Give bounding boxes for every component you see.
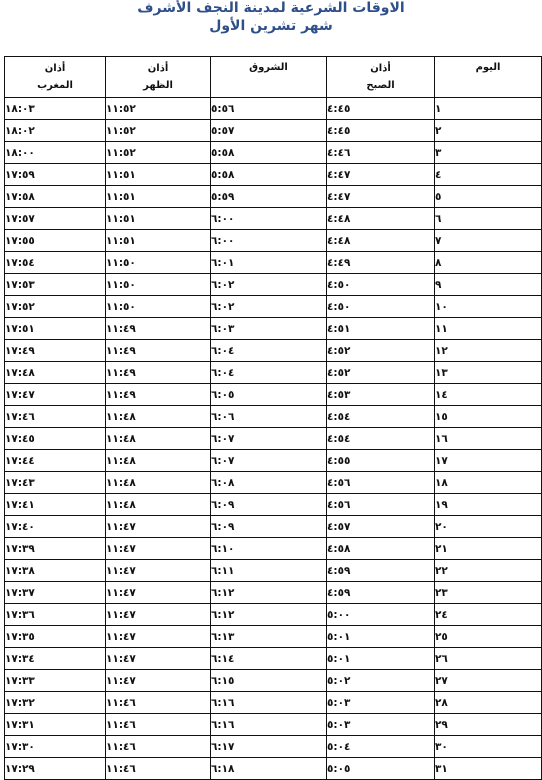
- page-subtitle: شهر تشرين الأول: [209, 18, 333, 34]
- cell-sunrise: ٦:١١: [211, 560, 327, 582]
- cell-dhuhr: ١١:٤٧: [106, 626, 211, 648]
- cell-maghrib: ١٧:٤٦: [5, 406, 106, 428]
- cell-sunrise: ٦:٠٩: [211, 516, 327, 538]
- cell-dhuhr: ١١:٤٨: [106, 406, 211, 428]
- table-row: [5, 538, 542, 560]
- table-row: [5, 274, 542, 296]
- cell-sunrise: ٦:٠٥: [211, 384, 327, 406]
- cell-maghrib: ١٧:٣٦: [5, 604, 106, 626]
- cell-day: ١٣: [435, 362, 542, 384]
- table-row: [5, 582, 542, 604]
- cell-dhuhr: ١١:٤٩: [106, 318, 211, 340]
- cell-dhuhr: ١١:٤٧: [106, 582, 211, 604]
- cell-maghrib: ١٧:٣٥: [5, 626, 106, 648]
- cell-day: ٢٦: [435, 648, 542, 670]
- cell-sunrise: ٦:٠٢: [211, 296, 327, 318]
- cell-day: ٢٨: [435, 692, 542, 714]
- cell-maghrib: ١٨:٠٠: [5, 142, 106, 164]
- cell-sunrise: ٦:١٢: [211, 604, 327, 626]
- cell-dhuhr: ١١:٤٧: [106, 648, 211, 670]
- prayer-times-table: [4, 56, 542, 780]
- cell-sunrise: ٥:٥٦: [211, 98, 327, 120]
- cell-maghrib: ١٧:٣٠: [5, 736, 106, 758]
- cell-day: ٢٤: [435, 604, 542, 626]
- cell-fajr: ٤:٤٨: [327, 230, 435, 252]
- cell-fajr: ٥:٠٢: [327, 670, 435, 692]
- cell-maghrib: ١٧:٤٥: [5, 428, 106, 450]
- header-fajr-bottom: الصبح: [366, 80, 395, 91]
- cell-sunrise: ٦:٠٨: [211, 472, 327, 494]
- cell-day: ٢٩: [435, 714, 542, 736]
- cell-fajr: ٥:٠٤: [327, 736, 435, 758]
- cell-fajr: ٤:٤٨: [327, 208, 435, 230]
- cell-maghrib: ١٧:٢٩: [5, 758, 106, 780]
- cell-dhuhr: ١١:٥٠: [106, 252, 211, 274]
- header-fajr: [327, 57, 435, 98]
- cell-fajr: ٤:٥٦: [327, 494, 435, 516]
- cell-maghrib: ١٧:٤٧: [5, 384, 106, 406]
- cell-fajr: ٤:٥٣: [327, 384, 435, 406]
- cell-dhuhr: ١١:٤٧: [106, 560, 211, 582]
- cell-maghrib: ١٧:٥٨: [5, 186, 106, 208]
- cell-sunrise: ٦:١٥: [211, 670, 327, 692]
- cell-sunrise: ٥:٥٩: [211, 186, 327, 208]
- cell-maghrib: ١٧:٤٩: [5, 340, 106, 362]
- cell-sunrise: ٦:٠٦: [211, 406, 327, 428]
- table-row: [5, 164, 542, 186]
- cell-fajr: ٤:٥٩: [327, 560, 435, 582]
- cell-sunrise: ٦:٠٣: [211, 318, 327, 340]
- cell-day: ٢٧: [435, 670, 542, 692]
- cell-maghrib: ١٨:٠٣: [5, 98, 106, 120]
- cell-dhuhr: ١١:٤٩: [106, 340, 211, 362]
- table-row: [5, 296, 542, 318]
- cell-fajr: ٤:٥٠: [327, 274, 435, 296]
- cell-maghrib: ١٧:٥٤: [5, 252, 106, 274]
- cell-fajr: ٤:٤٥: [327, 98, 435, 120]
- cell-day: ٢١: [435, 538, 542, 560]
- table-row: [5, 736, 542, 758]
- cell-fajr: ٤:٥٧: [327, 516, 435, 538]
- table-row: [5, 142, 542, 164]
- cell-maghrib: ١٧:٣٨: [5, 560, 106, 582]
- table-row: [5, 208, 542, 230]
- table-row: [5, 230, 542, 252]
- table-row: [5, 714, 542, 736]
- header-maghrib-top: أذان: [44, 63, 66, 74]
- cell-day: ٢٢: [435, 560, 542, 582]
- cell-day: ٣: [435, 142, 542, 164]
- cell-sunrise: ٦:٠٧: [211, 450, 327, 472]
- cell-day: ٧: [435, 230, 542, 252]
- cell-fajr: ٤:٥١: [327, 318, 435, 340]
- table-row: [5, 186, 542, 208]
- cell-fajr: ٤:٤٥: [327, 120, 435, 142]
- table-row: [5, 560, 542, 582]
- cell-day: ١: [435, 98, 542, 120]
- cell-dhuhr: ١١:٤٦: [106, 758, 211, 780]
- header-dhuhr-top: أذان: [147, 63, 169, 74]
- cell-sunrise: ٦:٠٠: [211, 230, 327, 252]
- cell-sunrise: ٦:١٨: [211, 758, 327, 780]
- cell-sunrise: ٥:٥٧: [211, 120, 327, 142]
- table-row: [5, 362, 542, 384]
- cell-fajr: ٥:٠٣: [327, 714, 435, 736]
- cell-day: ٥: [435, 186, 542, 208]
- cell-day: ٤: [435, 164, 542, 186]
- cell-maghrib: ١٧:٣٤: [5, 648, 106, 670]
- cell-maghrib: ١٧:٥٧: [5, 208, 106, 230]
- cell-dhuhr: ١١:٥٢: [106, 142, 211, 164]
- cell-maghrib: ١٧:٥٣: [5, 274, 106, 296]
- cell-fajr: ٥:٠٥: [327, 758, 435, 780]
- cell-sunrise: ٦:١٦: [211, 714, 327, 736]
- cell-dhuhr: ١١:٤٨: [106, 450, 211, 472]
- cell-maghrib: ١٧:٥٢: [5, 296, 106, 318]
- table-row: [5, 252, 542, 274]
- table-row: [5, 604, 542, 626]
- cell-fajr: ٤:٥٤: [327, 428, 435, 450]
- cell-maghrib: ١٧:٥٥: [5, 230, 106, 252]
- cell-day: ١٦: [435, 428, 542, 450]
- cell-day: ١٩: [435, 494, 542, 516]
- cell-dhuhr: ١١:٤٧: [106, 538, 211, 560]
- cell-dhuhr: ١١:٥١: [106, 186, 211, 208]
- cell-maghrib: ١٧:٣٢: [5, 692, 106, 714]
- cell-sunrise: ٦:١٢: [211, 582, 327, 604]
- table-row: [5, 516, 542, 538]
- cell-dhuhr: ١١:٥١: [106, 164, 211, 186]
- cell-dhuhr: ١١:٤٧: [106, 516, 211, 538]
- cell-dhuhr: ١١:٤٨: [106, 428, 211, 450]
- cell-sunrise: ٦:٠٤: [211, 362, 327, 384]
- table-row: [5, 318, 542, 340]
- cell-day: ٢: [435, 120, 542, 142]
- cell-sunrise: ٦:١٦: [211, 692, 327, 714]
- header-dhuhr: [106, 57, 211, 98]
- table-row: [5, 340, 542, 362]
- cell-day: ١٠: [435, 296, 542, 318]
- table-row: [5, 98, 542, 120]
- table-row: [5, 428, 542, 450]
- cell-day: ١٤: [435, 384, 542, 406]
- cell-sunrise: ٦:١٠: [211, 538, 327, 560]
- cell-fajr: ٤:٤٧: [327, 186, 435, 208]
- table-row: [5, 670, 542, 692]
- cell-day: ٢٥: [435, 626, 542, 648]
- cell-dhuhr: ١١:٤٨: [106, 494, 211, 516]
- cell-day: ١٢: [435, 340, 542, 362]
- cell-maghrib: ١٧:٣١: [5, 714, 106, 736]
- cell-maghrib: ١٧:٣٧: [5, 582, 106, 604]
- cell-maghrib: ١٧:٤٤: [5, 450, 106, 472]
- cell-fajr: ٤:٤٩: [327, 252, 435, 274]
- cell-sunrise: ٦:١٧: [211, 736, 327, 758]
- cell-fajr: ٤:٥٥: [327, 450, 435, 472]
- table-row: [5, 758, 542, 780]
- cell-fajr: ٤:٤٧: [327, 164, 435, 186]
- cell-sunrise: ٦:١٣: [211, 626, 327, 648]
- cell-dhuhr: ١١:٤٦: [106, 736, 211, 758]
- cell-dhuhr: ١١:٥٠: [106, 296, 211, 318]
- table-header: [5, 57, 542, 98]
- cell-dhuhr: ١١:٤٩: [106, 362, 211, 384]
- header-maghrib: [5, 57, 106, 98]
- cell-sunrise: ٦:٠٧: [211, 428, 327, 450]
- cell-dhuhr: ١١:٤٨: [106, 472, 211, 494]
- cell-maghrib: ١٧:٥٩: [5, 164, 106, 186]
- cell-day: ١٧: [435, 450, 542, 472]
- cell-dhuhr: ١١:٥٠: [106, 274, 211, 296]
- cell-dhuhr: ١١:٥٢: [106, 120, 211, 142]
- cell-day: ٨: [435, 252, 542, 274]
- cell-maghrib: ١٧:٤٣: [5, 472, 106, 494]
- cell-sunrise: ٦:١٤: [211, 648, 327, 670]
- header-day-label: اليوم: [475, 62, 501, 73]
- cell-dhuhr: ١١:٥٢: [106, 98, 211, 120]
- header-row: [5, 57, 542, 98]
- table-row: [5, 472, 542, 494]
- cell-dhuhr: ١١:٥١: [106, 230, 211, 252]
- cell-dhuhr: ١١:٤٦: [106, 692, 211, 714]
- cell-fajr: ٥:٠١: [327, 626, 435, 648]
- cell-fajr: ٤:٥٢: [327, 362, 435, 384]
- cell-fajr: ٥:٠٠: [327, 604, 435, 626]
- cell-day: ٩: [435, 274, 542, 296]
- cell-fajr: ٥:٠١: [327, 648, 435, 670]
- header-maghrib-bottom: المغرب: [37, 80, 73, 91]
- cell-dhuhr: ١١:٤٧: [106, 604, 211, 626]
- cell-day: ١١: [435, 318, 542, 340]
- cell-day: ٢٠: [435, 516, 542, 538]
- cell-sunrise: ٥:٥٨: [211, 164, 327, 186]
- cell-fajr: ٥:٠٣: [327, 692, 435, 714]
- cell-fajr: ٤:٤٦: [327, 142, 435, 164]
- cell-maghrib: ١٧:٤١: [5, 494, 106, 516]
- cell-sunrise: ٦:٠٤: [211, 340, 327, 362]
- cell-dhuhr: ١١:٥١: [106, 208, 211, 230]
- page-title: الاوقات الشرعية لمدينة النجف الأشرف: [137, 0, 405, 16]
- header-fajr-top: أذان: [370, 63, 391, 74]
- cell-fajr: ٤:٥٠: [327, 296, 435, 318]
- header-day: [435, 57, 542, 98]
- cell-maghrib: ١٧:٤٠: [5, 516, 106, 538]
- table-row: [5, 648, 542, 670]
- cell-sunrise: ٦:٠٩: [211, 494, 327, 516]
- table-row: [5, 450, 542, 472]
- cell-sunrise: ٦:٠٠: [211, 208, 327, 230]
- table-body: [5, 98, 542, 780]
- cell-maghrib: ١٧:٣٩: [5, 538, 106, 560]
- cell-fajr: ٤:٥٦: [327, 472, 435, 494]
- cell-sunrise: ٦:٠٢: [211, 274, 327, 296]
- table-row: [5, 494, 542, 516]
- cell-maghrib: ١٧:٥١: [5, 318, 106, 340]
- cell-dhuhr: ١١:٤٦: [106, 714, 211, 736]
- cell-day: ١٥: [435, 406, 542, 428]
- cell-day: ٦: [435, 208, 542, 230]
- cell-fajr: ٤:٥٩: [327, 582, 435, 604]
- table-row: [5, 384, 542, 406]
- table-row: [5, 692, 542, 714]
- header-sunrise-label: الشروق: [249, 62, 288, 73]
- cell-fajr: ٤:٥٢: [327, 340, 435, 362]
- cell-maghrib: ١٧:٣٣: [5, 670, 106, 692]
- cell-day: ٣٠: [435, 736, 542, 758]
- table-row: [5, 120, 542, 142]
- cell-day: ٣١: [435, 758, 542, 780]
- cell-dhuhr: ١١:٤٩: [106, 384, 211, 406]
- cell-dhuhr: ١١:٤٧: [106, 670, 211, 692]
- cell-day: ٢٣: [435, 582, 542, 604]
- cell-day: ١٨: [435, 472, 542, 494]
- cell-sunrise: ٥:٥٨: [211, 142, 327, 164]
- header-sunrise: [211, 57, 327, 98]
- cell-maghrib: ١٨:٠٢: [5, 120, 106, 142]
- header-dhuhr-bottom: الظهر: [143, 80, 173, 91]
- cell-fajr: ٤:٥٤: [327, 406, 435, 428]
- cell-sunrise: ٦:٠١: [211, 252, 327, 274]
- cell-fajr: ٤:٥٨: [327, 538, 435, 560]
- table-row: [5, 406, 542, 428]
- cell-maghrib: ١٧:٤٨: [5, 362, 106, 384]
- table-row: [5, 626, 542, 648]
